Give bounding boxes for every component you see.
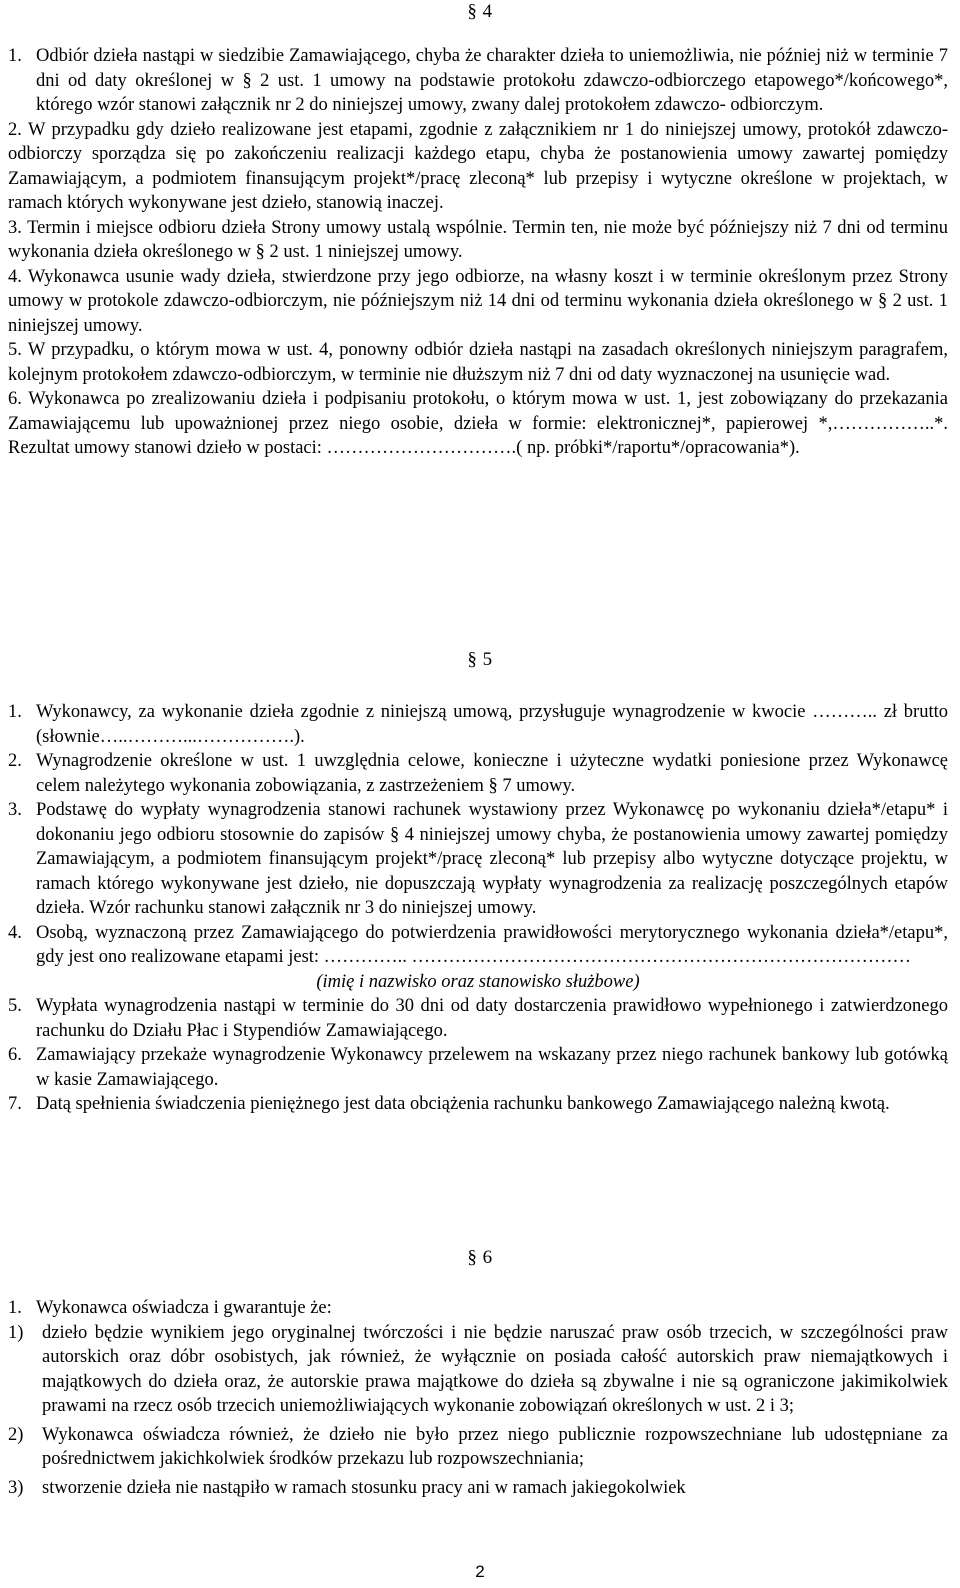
item-number: 4. — [8, 922, 22, 943]
section-6-body — [8, 1296, 948, 1500]
paragraph-4-1 — [8, 44, 948, 118]
item-number: 5. — [8, 996, 22, 1016]
section-4-body — [8, 44, 948, 461]
sub-item-text: dzieło będzie wynikiem jego oryginalnej twórczości i nie będzie naruszać praw osób trzecich, w szczególności praw autorskich oraz dóbr osobistych, jak również, że wyłącznie on posiada całość autorskich praw niemajątkowych i majątkowych do dzieła oraz, że autorskie prawa majątkowe do dzieła są zbywalne i nie są ograniczone jakimikolwiek prawami na rzecz osób trzecich uniemożliwiających wykonanie zobowiązań określonych w ust. 2 i 3; — [42, 1322, 948, 1416]
signature-caption: (imię i nazwisko oraz stanowisko służbowe) — [316, 971, 640, 992]
sub-item-number: 3) — [8, 1477, 24, 1498]
item-number: 7. — [8, 1094, 22, 1114]
list-item — [8, 798, 948, 921]
sub-item-number: 2) — [8, 1424, 24, 1445]
item-text: Wynagrodzenie określone w ust. 1 uwzględnia celowe, konieczne i użyteczne wydatki poniesione przez Wykonawcę celem należytego wykonania zobowiązania, z zastrzeżeniem § 7 umowy. — [36, 751, 948, 796]
item-number: 1. — [8, 1298, 22, 1318]
item-number: 2. — [8, 751, 22, 771]
paragraph-4-5: 5. W przypadku, o którym mowa w ust. 4, ponowny odbiór dzieła nastąpi na zasadach określonych niniejszym paragrafem, kolejnym protokołem zdawczo-odbiorczym, w terminie nie dłuższym niż 7 dni od daty wyznaczonej na usunięcie wad. — [8, 340, 948, 385]
item-text: Osobą, wyznaczoną przez Zamawiającego do potwierdzenia prawidłowości merytorycznego wykonania dzieła*/etapu*, gdy jest ono realizowane etapami jest: ………….. ……………………………………………………………………… — [36, 922, 948, 967]
list-item — [8, 700, 948, 749]
item-number: 1. — [8, 702, 22, 722]
section-heading-4: § 4 — [467, 1, 493, 22]
item-text: Datą spełnienia świadczenia pieniężnego jest data obciążenia rachunku bankowego Zamawiającego należną kwotą. — [36, 1094, 890, 1114]
item-text: Wykonawcy, za wykonanie dzieła zgodnie z niniejszą umową, przysługuje wynagrodzenie w kwocie ……….. zł brutto (słownie…..………...…………….). — [36, 702, 948, 747]
list-item — [8, 1092, 948, 1117]
paragraph-4-3: 3. Termin i miejsce odbioru dzieła Strony umowy ustalą wspólnie. Termin ten, nie może być późniejszy niż 7 dni od terminu wykonania dzieła określonego w § 2 ust. 1 niniejszej umowy. — [8, 217, 948, 262]
page-number: 2 — [475, 1562, 485, 1581]
sub-item-number: 1) — [8, 1322, 24, 1343]
section-heading-5: § 5 — [467, 649, 493, 670]
section-5-body — [8, 700, 948, 1117]
item-text: Podstawę do wypłaty wynagrodzenia stanowi rachunek wystawiony przez Wykonawcę po wykonaniu dzieła*/etapu* i dokonaniu jego odbioru stosownie do zapisów § 4 niniejszej umowy chyba, że postanowienia umowy zawartej pomiędzy Zamawiającym, a podmiotem finansującym projekt*/pracę zleconą* lub przepisy albo wytyczne dotyczące projektu, w ramach którego wykonywane jest dzieło, nie dopuszczają wypłaty wynagrodzenia za realizację poszczególnych etapów dzieła. Wzór rachunku stanowi załącznik nr 3 do niniejszej umowy. — [36, 800, 948, 918]
item-number: 3. — [8, 800, 22, 820]
paragraph-number: 1. — [8, 46, 22, 66]
sub-item-text: Wykonawca oświadcza również, że dzieło nie było przez niego publicznie rozpowszechniane lub udostępniane za pośrednictwem jakichkolwiek środków przekazu lub rozpowszechniania; — [42, 1424, 948, 1469]
list-item — [8, 1043, 948, 1092]
section-heading-6: § 6 — [467, 1247, 493, 1268]
item-number: 6. — [8, 1045, 22, 1065]
paragraph-4-4: 4. Wykonawca usunie wady dzieła, stwierdzone przy jego odbiorze, na własny koszt i w terminie określonym przez Strony umowy w protokole zdawczo-odbiorczym, nie późniejszym niż 14 dni od terminu wykonania dzieła określonego w § 2 ust. 1 niniejszej umowy. — [8, 266, 948, 336]
paragraph-4-2: 2. W przypadku gdy dzieło realizowane jest etapami, zgodnie z załącznikiem nr 1 do niniejszej umowy, protokół zdawczo-odbiorczy sporządza się po zakończeniu realizacji każdego etapu, chyba że postanowienia umowy zawartej pomiędzy Zamawiającym, a podmiotem finansującym projekt*/pracę zleconą* lub przepisy i wytyczne określone w projektach, w ramach których wykonywane jest dzieło, stanowią inaczej. — [8, 119, 948, 213]
list-item — [8, 749, 948, 798]
item-text: Zamawiający przekaże wynagrodzenie Wykonawcy przelewem na wskazany przez niego rachunek bankowy lub gotówką w kasie Zamawiającego. — [36, 1045, 948, 1090]
sub-item — [8, 1321, 948, 1419]
list-item — [8, 921, 948, 970]
paragraph-4-6: 6. Wykonawca po zrealizowaniu dzieła i podpisaniu protokołu, o którym mowa w ust. 1, jest zobowiązany do przekazania Zamawiającemu lub upoważnionej przez niego osobie, dzieła w formie: elektronicznej*, papierowej *,……………..*. Rezultat umowy stanowi dzieło w postaci: ………………………….( np. próbki*/raportu*/opracowania*). — [8, 389, 948, 458]
sub-item-text: stworzenie dzieła nie nastąpiło w ramach stosunku pracy ani w ramach jakiegokolwiek — [42, 1477, 686, 1498]
paragraph-text: Odbiór dzieła nastąpi w siedzibie Zamawiającego, chyba że charakter dzieła to uniemożliwia, nie później niż w terminie 7 dni od daty określonej w § 2 ust. 1 umowy na podstawie protokołu zdawczo-odbiorczego etapowego*/końcowego*, którego wzór stanowi załącznik nr 2 do niniejszej umowy, zwany dalej protokołem zdawczo- odbiorczym. — [36, 46, 948, 115]
item-text: Wykonawca oświadcza i gwarantuje że: — [36, 1298, 332, 1318]
list-item — [8, 994, 948, 1043]
sub-item — [8, 1423, 948, 1472]
sub-item — [8, 1476, 948, 1501]
item-text: Wypłata wynagrodzenia nastąpi w terminie do 30 dni od daty dostarczenia prawidłowo wypełnionego i zatwierdzonego rachunku do Działu Płac i Stypendiów Zamawiającego. — [36, 996, 948, 1041]
paragraph-6-1 — [8, 1296, 948, 1321]
